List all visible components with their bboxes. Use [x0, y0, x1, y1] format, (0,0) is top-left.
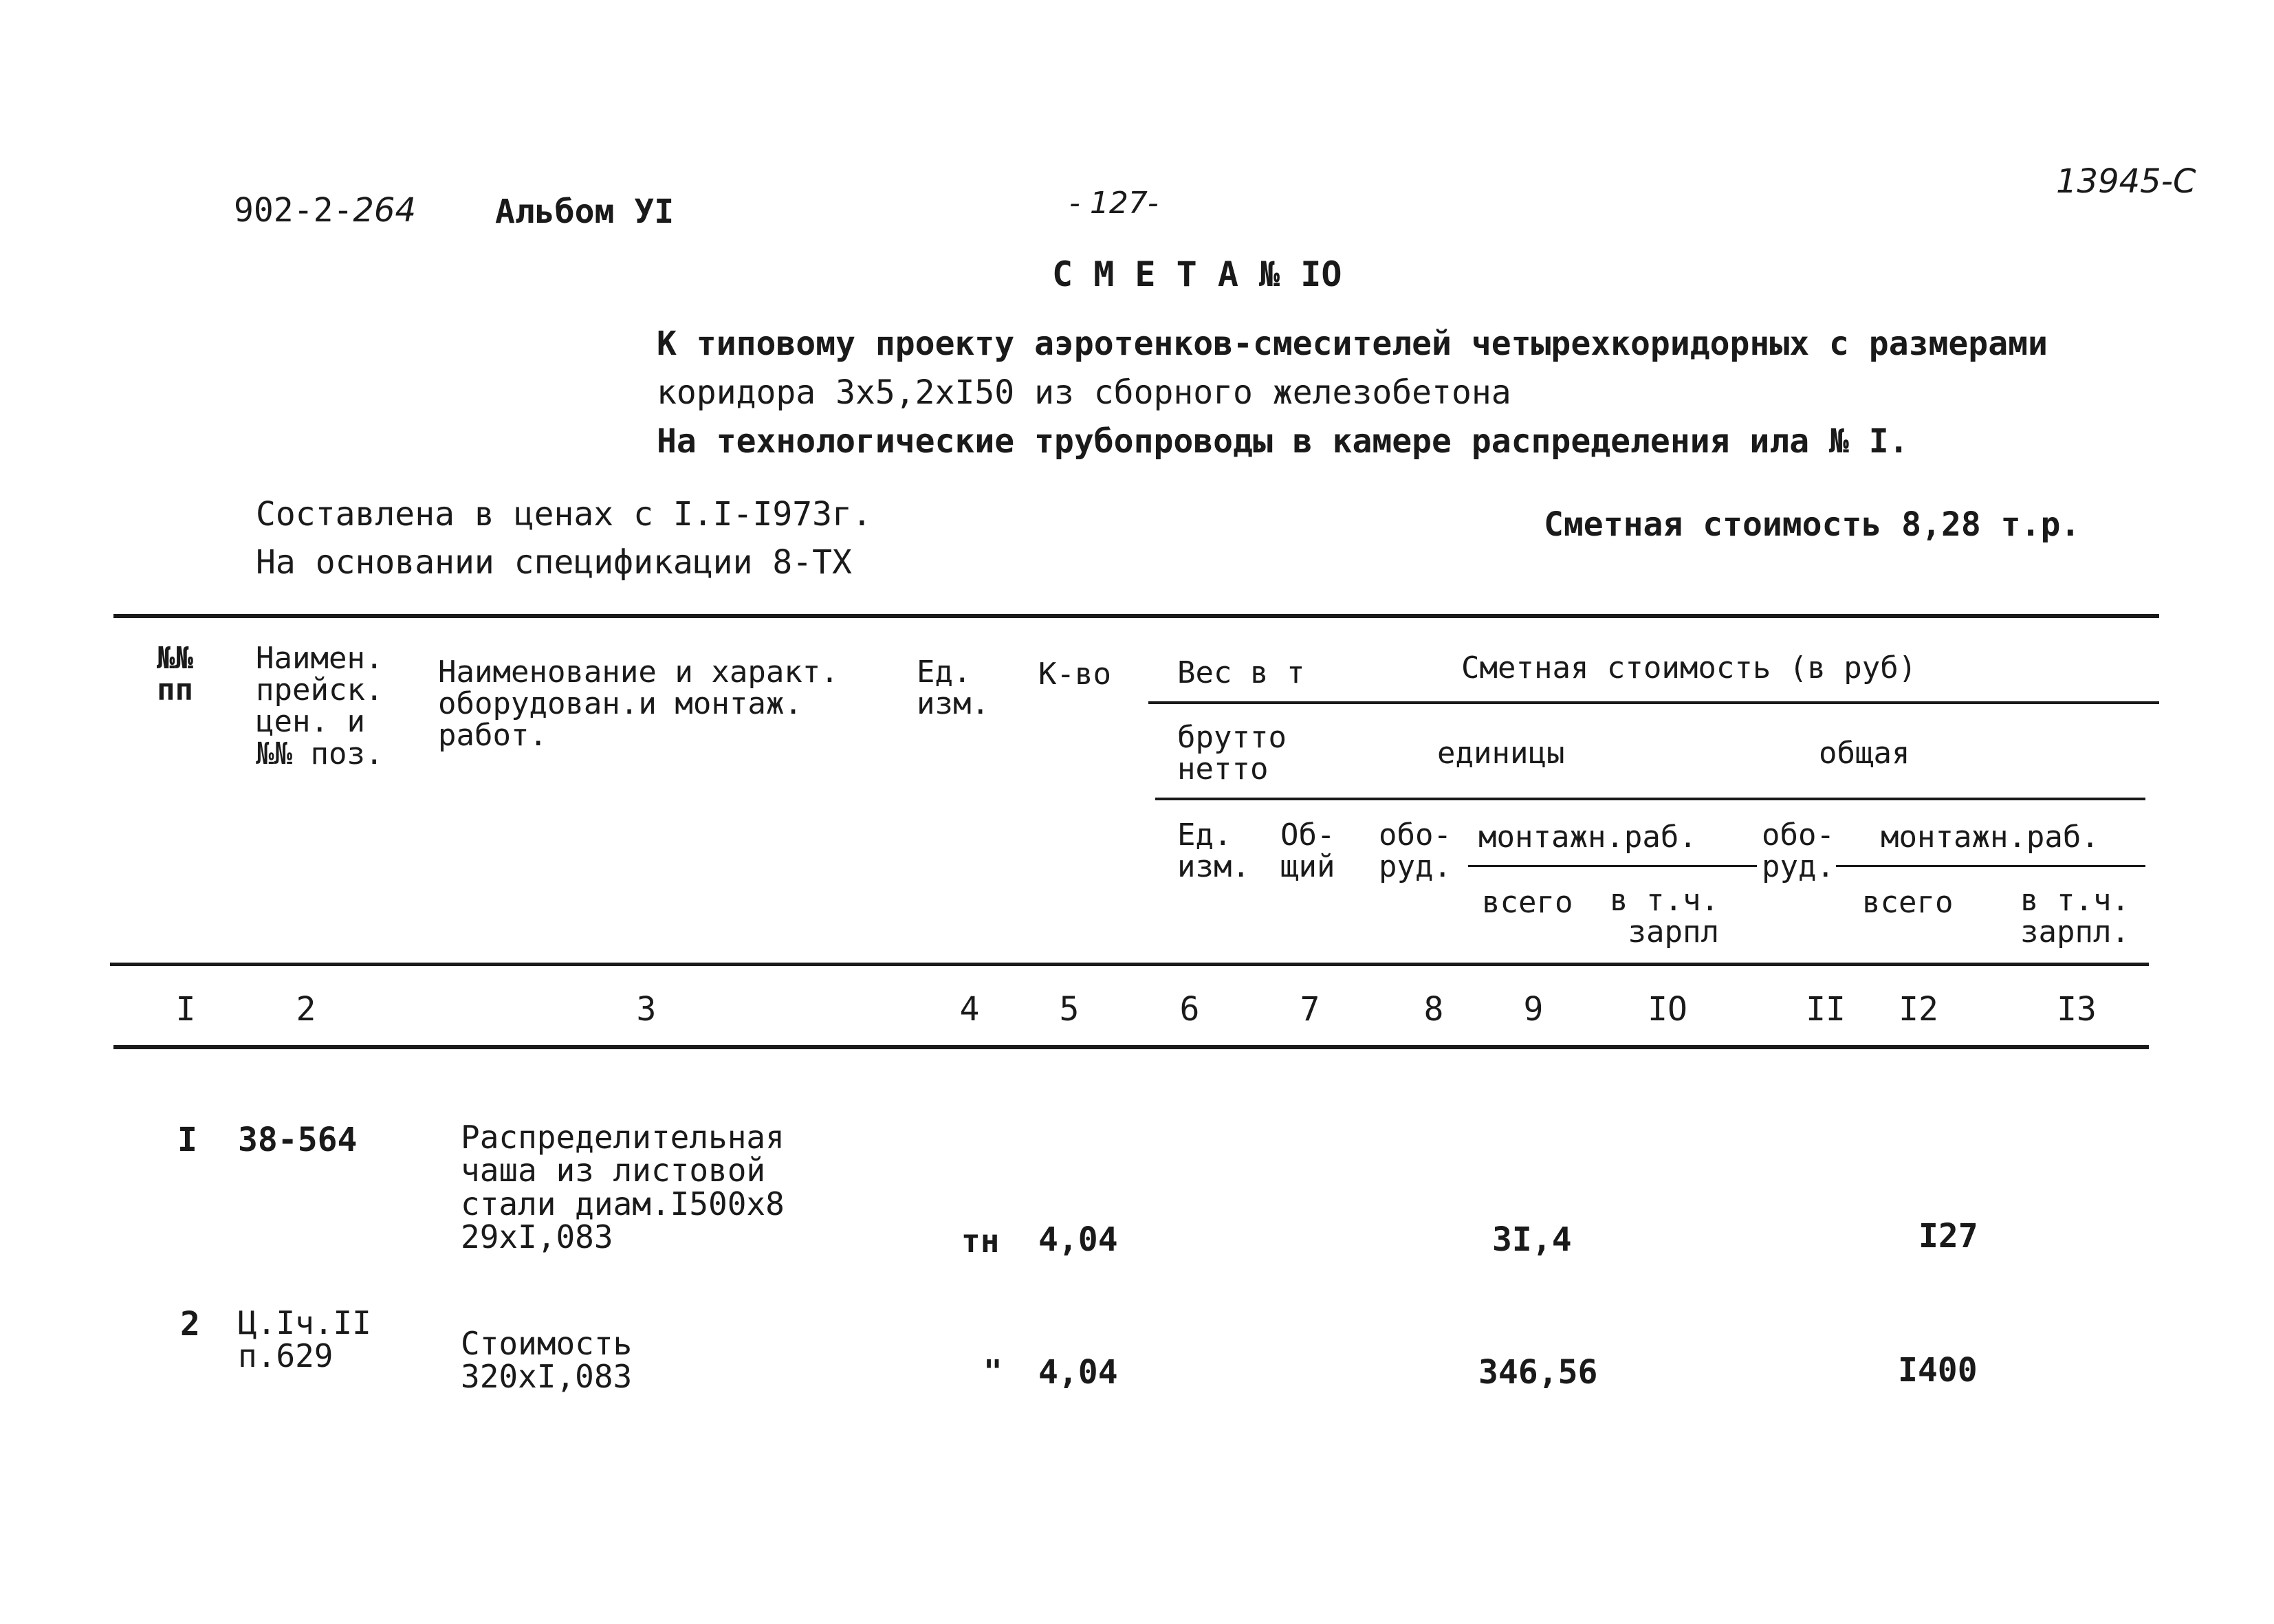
column-number: 5: [1059, 990, 1080, 1029]
column-number: 3: [636, 990, 657, 1029]
header-weight-unit: Ед. изм.: [1177, 818, 1250, 885]
archive-number: 13945-С: [2056, 162, 2196, 201]
row-description: Распределительная чаша из листовой стали диам.I500х8 29хI,083: [461, 1119, 785, 1255]
row-unit: ": [983, 1353, 1003, 1390]
header-unit: Ед. изм.: [917, 655, 990, 722]
row-quantity: 4,04: [1038, 1353, 1118, 1392]
header-weight: Вес в т: [1177, 655, 1305, 690]
description-line-3: На технологические трубопроводы в камере распределения ила № I.: [657, 422, 1909, 461]
header-estimated-cost: Сметная стоимость (в руб): [1461, 650, 1917, 685]
header-mounting-salary-2: в т.ч. зарпл.: [2020, 883, 2130, 950]
header-mounting-2: монтажн.раб.: [1881, 820, 2099, 855]
header-mounting-1: монтажн.раб.: [1478, 820, 1697, 855]
table-top-rule: [113, 614, 2159, 618]
column-number: 9: [1523, 990, 1544, 1029]
column-number: 7: [1300, 990, 1320, 1029]
page-number: - 127-: [1069, 186, 1159, 221]
header-brutto-netto: брутто нетто: [1177, 720, 1287, 787]
document-code-handwritten: 264: [353, 191, 417, 230]
header-row-number: №№ пп: [157, 641, 193, 708]
description-line-1: К типовому проекту аэротенков-смесителей четырехкоридорных с размерами: [657, 325, 2048, 363]
row-mounting-total: 346,56: [1478, 1353, 1598, 1392]
mount-rule-2: [1836, 865, 2145, 867]
row-mounting-total: 3I,4: [1492, 1220, 1572, 1259]
column-number: 2: [296, 990, 316, 1029]
estimated-cost: Сметная стоимость 8,28 т.р.: [1544, 505, 2081, 544]
header-bottom-rule: [110, 963, 2149, 966]
description-line-2: коридора 3х5,2хI50 из сборного железобетона: [657, 373, 1511, 412]
row-overall-total: I27: [1918, 1217, 1978, 1255]
weight-subheader-rule: [1155, 798, 2145, 800]
prices-basis-line: Составлена в ценах с I.I-I973г.: [256, 495, 872, 534]
cost-header-rule: [1148, 701, 2159, 704]
header-total-cost: общая: [1819, 736, 1910, 771]
row-number: 2: [180, 1305, 200, 1343]
row-quantity: 4,04: [1038, 1220, 1118, 1259]
column-number: II: [1806, 990, 1846, 1029]
header-weight-total: Об- щий: [1280, 818, 1335, 885]
column-number: 4: [959, 990, 980, 1029]
column-number: I: [175, 990, 196, 1029]
row-price-code: 38-564: [238, 1121, 358, 1159]
column-number: I2: [1899, 990, 1938, 1029]
header-equipment-1: обо- руд.: [1379, 818, 1452, 885]
header-equipment-2: обо- руд.: [1762, 818, 1835, 885]
column-number: 8: [1423, 990, 1444, 1029]
column-number: I3: [2057, 990, 2097, 1029]
document-code: 902-2-264: [234, 191, 417, 230]
row-unit: тн: [961, 1222, 1000, 1260]
mount-rule-1: [1468, 865, 1757, 867]
column-numbers-bottom-rule: [113, 1045, 2149, 1049]
header-mounting-total-2: всего: [1862, 885, 1954, 920]
header-mounting-salary-1: в т.ч. зарпл: [1610, 883, 1719, 950]
header-mounting-total-1: всего: [1482, 885, 1573, 920]
column-number: IО: [1648, 990, 1687, 1029]
header-price-list: Наимен. прейск. цен. и №№ поз.: [256, 641, 384, 771]
document-title: С М Е Т А № IО: [1052, 254, 1342, 294]
specification-line: На основании спецификации 8-ТХ: [256, 543, 852, 582]
header-description: Наименование и характ. оборудован.и монтаж. работ.: [438, 655, 839, 754]
header-unit-cost: единицы: [1437, 736, 1565, 771]
row-description: Стоимость 320хI,083: [461, 1325, 633, 1396]
row-price-code: Ц.Iч.II п.629: [238, 1304, 371, 1375]
album-label: Альбом УI: [495, 193, 675, 231]
row-overall-total: I400: [1898, 1351, 1978, 1390]
header-quantity: К-во: [1038, 657, 1111, 692]
row-number: I: [177, 1121, 197, 1159]
column-number: 6: [1179, 990, 1200, 1029]
